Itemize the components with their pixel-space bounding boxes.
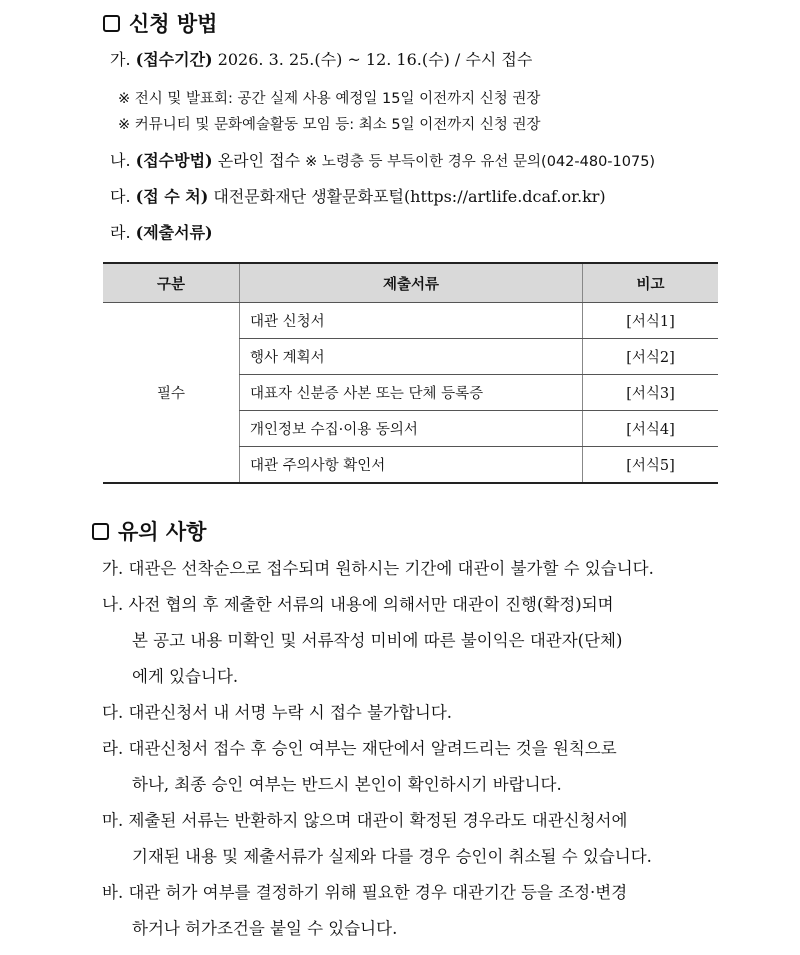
document-cell: 대표자 신분증 사본 또는 단체 등록증 [240,375,583,411]
section-title-application-method [103,8,217,38]
precaution-item-ga [102,551,654,587]
documents-line [110,223,213,243]
form-ref-cell: [서식1] [583,303,719,339]
document-cell: 대관 주의사항 확인서 [240,447,583,484]
item-text: 온라인 접수 [212,151,306,170]
note-exhibition: ※ 전시 및 발표회: 공간 실제 사용 예정일 15일 이전까지 신청 권장 [118,91,541,107]
document-cell: 개인정보 수집·이용 동의서 [240,411,583,447]
item-text-continued: 하거나 허가조건을 붙일 수 있습니다. [132,919,398,938]
document-cell: 대관 신청서 [240,303,583,339]
portal-link-text[interactable]: 대전문화재단 생활문화포털(https://artlife.dcaf.or.kr) [208,187,606,206]
item-marker: 다. [102,703,124,722]
header-remarks: 비고 [583,263,719,303]
form-ref-cell: [서식5] [583,447,719,484]
application-place-line [110,187,606,207]
precaution-item-ba [102,875,627,947]
precaution-item-na [102,587,622,695]
item-text: 대관 허가 여부를 결정하기 위해 필요한 경우 대관기간 등을 조정·변경 [128,883,628,902]
item-text-continued: 본 공고 내용 미확인 및 서류작성 미비에 따른 불이익은 대관자(단체) [132,631,623,650]
item-label: (접 수 처) [135,187,209,206]
phone-inquiry-note: ※ 노령층 등 부득이한 경우 유선 문의(042-480-1075) [305,154,656,170]
item-label: (접수기간) [135,50,213,69]
item-marker: 나. [110,151,131,170]
item-marker: 바. [102,883,124,902]
item-text: 대관신청서 내 서명 누락 시 접수 불가합니다. [128,703,453,722]
note-community: ※ 커뮤니티 및 문화예술활동 모임 등: 최소 5일 이전까지 신청 권장 [118,117,541,133]
section-title-precautions [92,516,206,546]
checkbox-square-icon [103,15,120,32]
item-marker: 마. [102,811,124,830]
item-text: 사전 협의 후 제출한 서류의 내용에 의해서만 대관이 진행(확정)되며 [128,595,614,614]
item-marker: 가. [102,559,124,578]
item-text-continued: 하나, 최종 승인 여부는 반드시 본인이 확인하시기 바랍니다. [132,775,562,794]
header-documents: 제출서류 [240,263,583,303]
item-marker: 다. [110,187,131,206]
item-text: 대관신청서 접수 후 승인 여부는 재단에서 알려드리는 것을 원칙으로 [128,739,617,758]
item-label: (제출서류) [135,223,213,242]
header-category: 구분 [103,263,240,303]
application-period-line [110,50,532,70]
precaution-item-da [102,695,452,731]
item-marker: 라. [102,739,124,758]
item-text-continued: 에게 있습니다. [132,667,239,686]
item-marker: 라. [110,223,131,242]
form-ref-cell: [서식2] [583,339,719,375]
checkbox-square-icon [92,523,109,540]
item-text: 2026. 3. 25.(수) ~ 12. 16.(수) / 수시 접수 [212,50,533,69]
table-header-row [103,263,718,303]
precaution-item-ma [102,803,652,875]
item-marker: 나. [102,595,124,614]
item-text-continued: 기재된 내용 및 제출서류가 실제와 다를 경우 승인이 취소될 수 있습니다. [132,847,652,866]
section-title-text: 신청 방법 [129,12,218,36]
form-ref-cell: [서식4] [583,411,719,447]
section-title-text: 유의 사항 [118,520,207,544]
item-label: (접수방법) [135,151,213,170]
required-documents-table [103,262,718,484]
form-ref-cell: [서식3] [583,375,719,411]
precaution-item-ra [102,731,617,803]
document-cell: 행사 계획서 [240,339,583,375]
item-text: 대관은 선착순으로 접수되며 원하시는 기간에 대관이 불가할 수 있습니다. [128,559,654,578]
category-cell: 필수 [103,303,240,484]
table-row [103,303,718,339]
application-method-line [110,151,655,172]
item-marker: 가. [110,50,131,69]
item-text: 제출된 서류는 반환하지 않으며 대관이 확정된 경우라도 대관신청서에 [128,811,628,830]
